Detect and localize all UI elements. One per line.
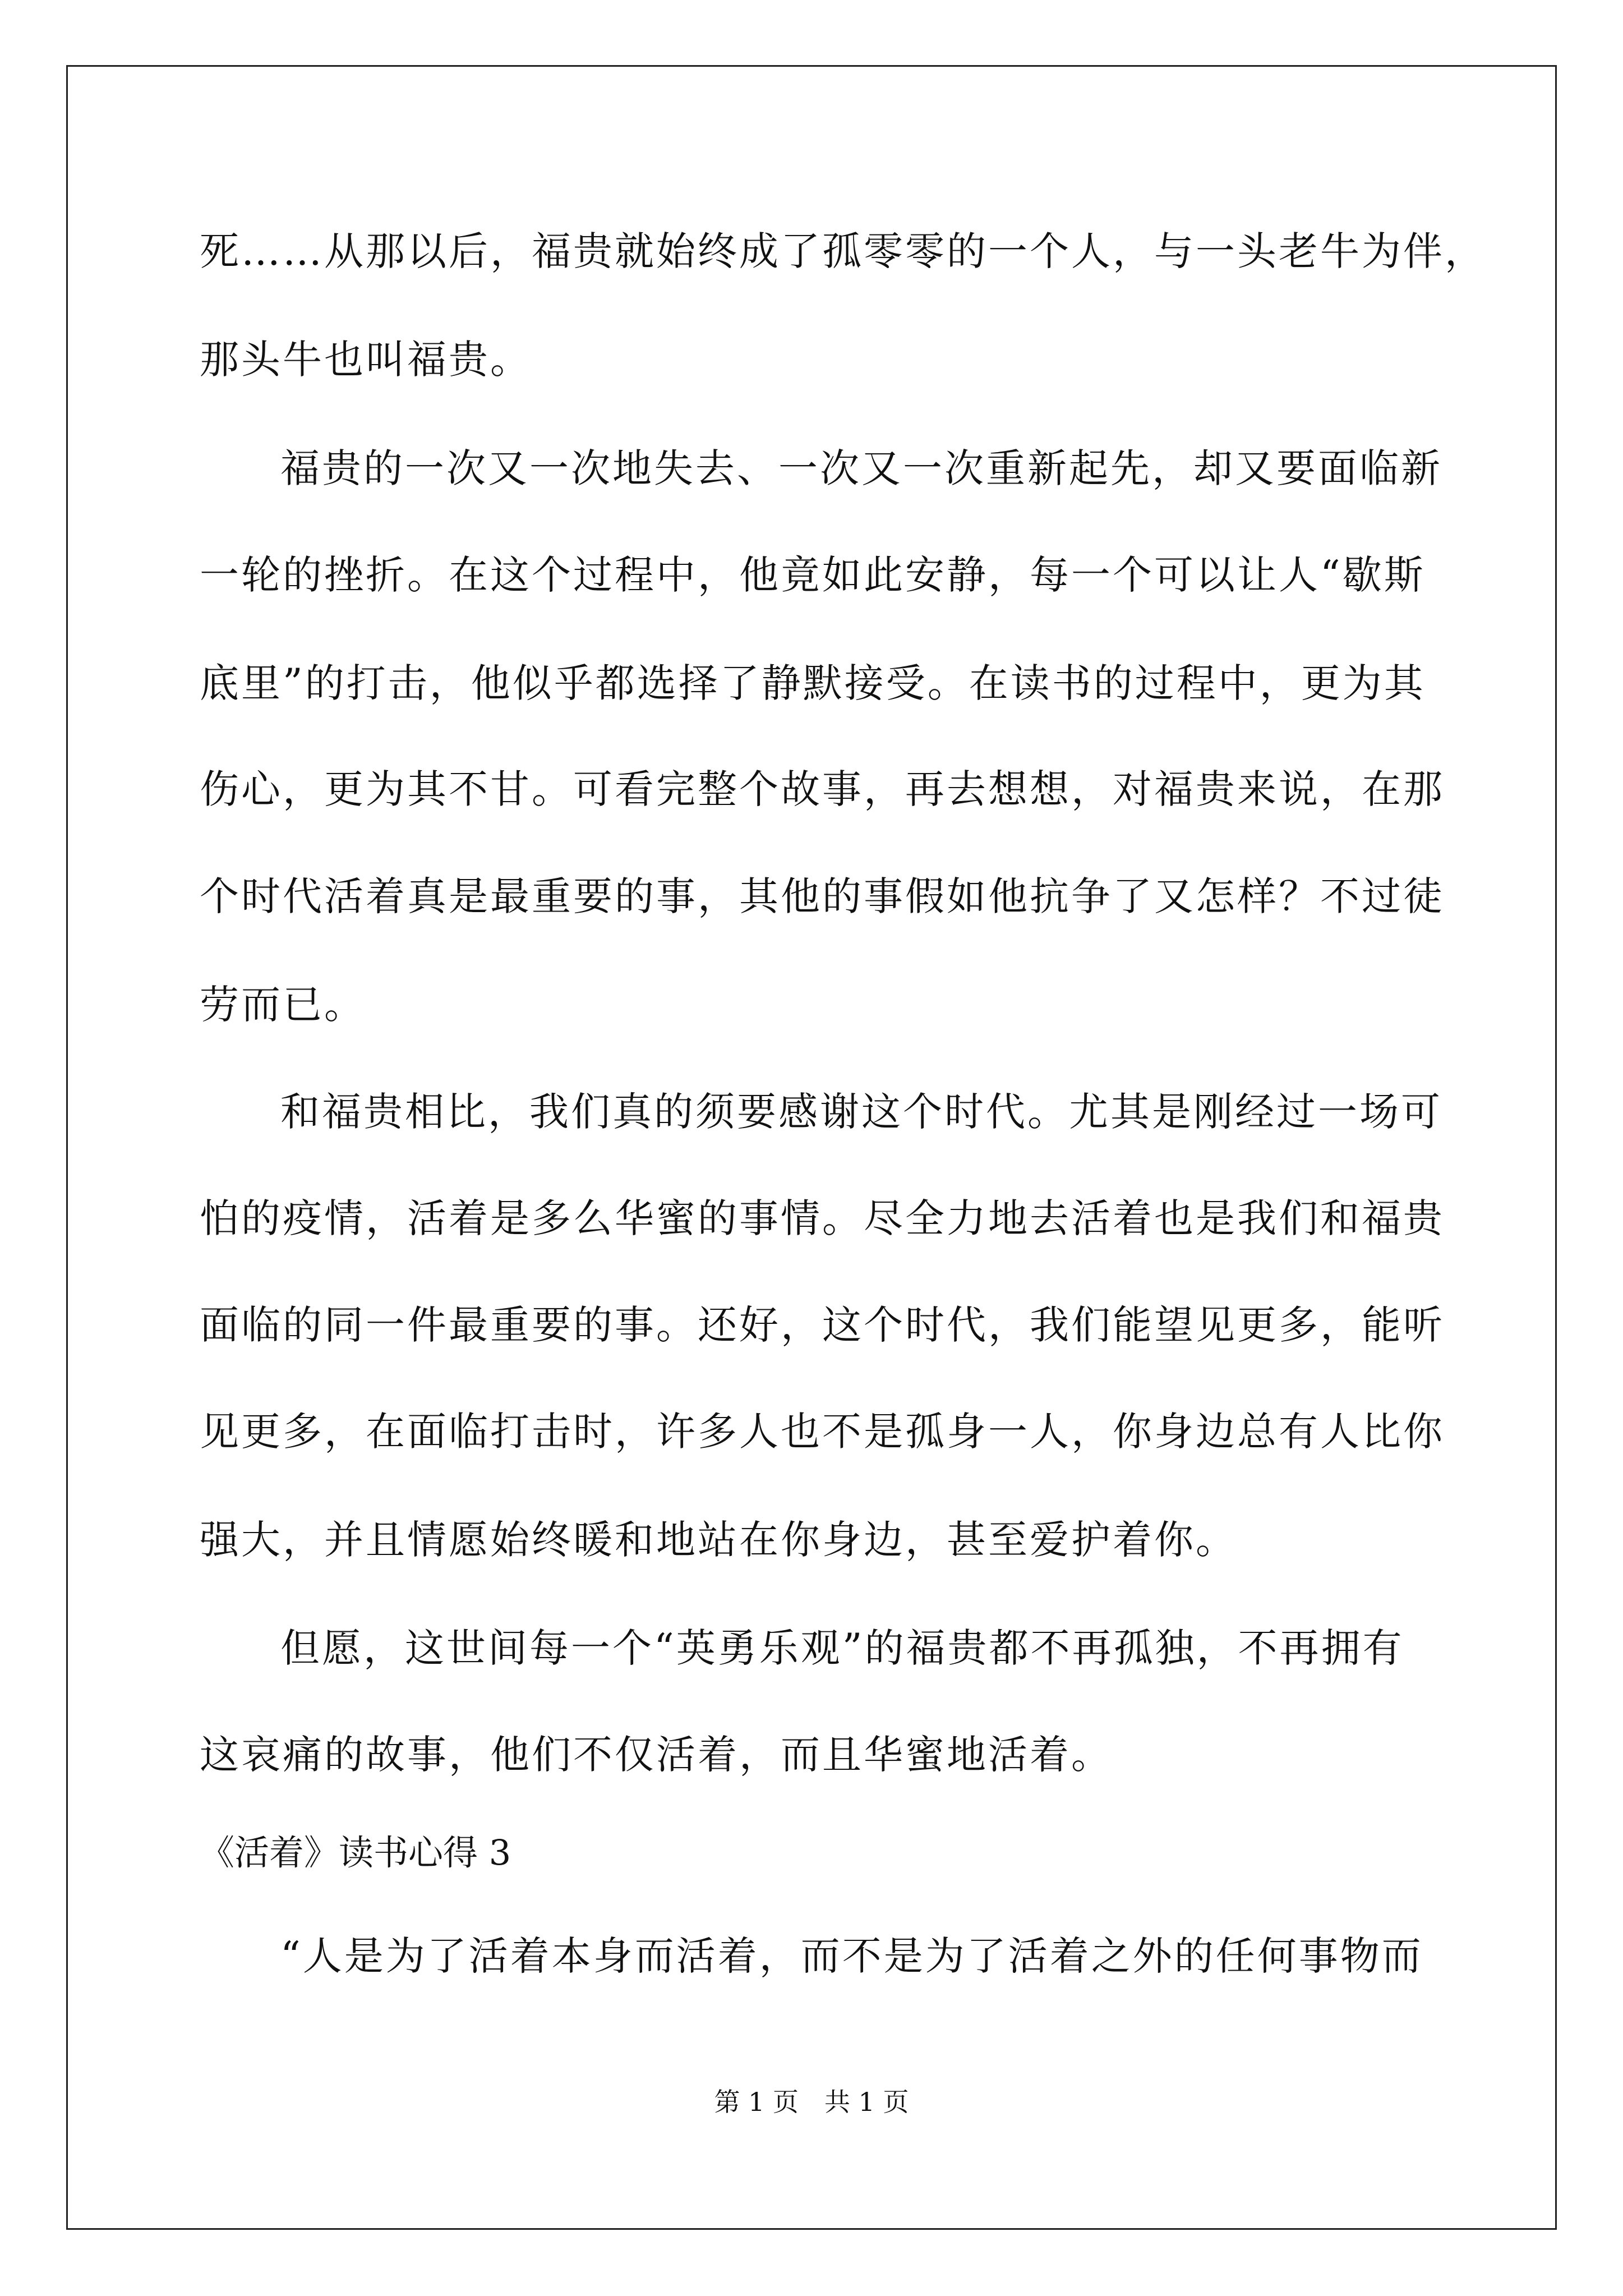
text-line: 面临的同一件最重要的事。还好，这个时代，我们能望见更多，能听	[200, 1302, 1445, 1348]
text-line: 怕的疫情，活着是多么华蜜的事情。尽全力地去活着也是我们和福贵	[200, 1195, 1445, 1241]
text-line: 福贵的一次又一次地失去、一次又一次重新起先，却又要面临新	[280, 445, 1442, 491]
text-line: 那头牛也叫福贵。	[200, 337, 532, 383]
section-heading: 《活着》读书心得 3	[200, 1832, 511, 1873]
text-line: 但愿，这世间每一个“英勇乐观”的福贵都不再孤独，不再拥有	[280, 1625, 1404, 1671]
text-line: 个时代活着真是最重要的事，其他的事假如他抗争了又怎样？不过徒	[200, 873, 1445, 919]
text-line: 伤心，更为其不甘。可看完整个故事，再去想想，对福贵来说，在那	[200, 766, 1445, 812]
text-line: 和福贵相比，我们真的须要感谢这个时代。尤其是刚经过一场可	[280, 1089, 1442, 1135]
text-line: 强大，并且情愿始终暖和地站在你身边，甚至爱护着你。	[200, 1517, 1237, 1563]
text-line: 一轮的挫折。在这个过程中，他竟如此安静，每一个可以让人“歇斯	[200, 552, 1426, 598]
text-line: 死……从那以后，福贵就始终成了孤零零的一个人，与一头老牛为伴，	[200, 228, 1486, 274]
text-line: 劳而已。	[200, 982, 366, 1028]
page-footer: 第 1 页 共 1 页	[714, 2087, 909, 2117]
text-line: “人是为了活着本身而活着，而不是为了活着之外的任何事物而	[280, 1933, 1423, 1979]
text-line: 底里”的打击，他似乎都选择了静默接受。在读书的过程中，更为其	[200, 660, 1426, 706]
text-line: 这哀痛的故事，他们不仅活着，而且华蜜地活着。	[200, 1732, 1113, 1778]
text-line: 见更多，在面临打击时，许多人也不是孤身一人，你身边总有人比你	[200, 1409, 1445, 1455]
page-border	[66, 65, 1557, 2230]
